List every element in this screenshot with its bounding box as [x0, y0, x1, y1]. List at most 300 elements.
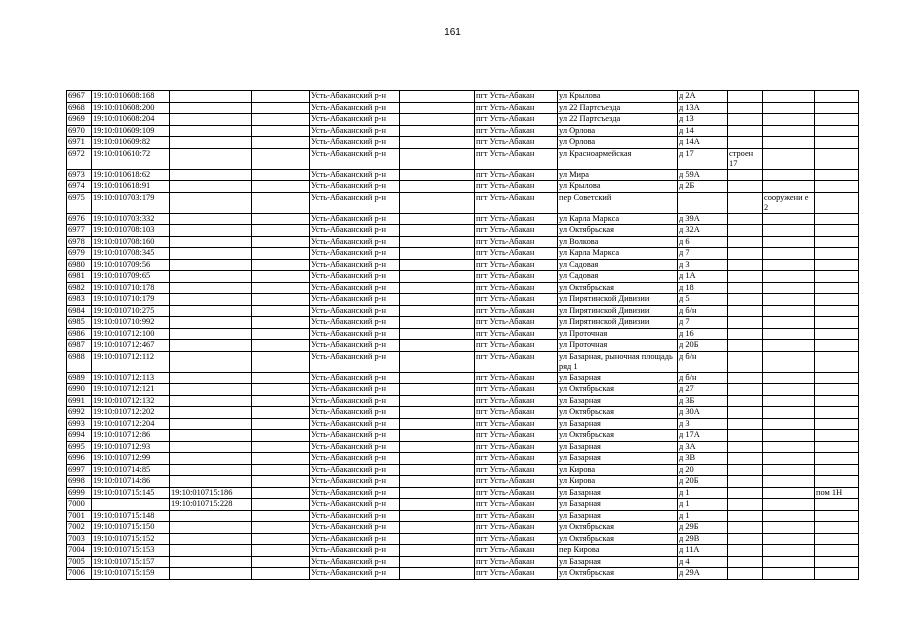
- col-4-cell: [252, 91, 310, 103]
- settlement-cell: пгт Усть-Абакан: [475, 476, 558, 488]
- table-row: [67, 317, 859, 329]
- cadastral-number-cell: 19:10:010712:100: [92, 328, 170, 340]
- col-4-cell: [252, 384, 310, 396]
- row-number-cell: 6979: [67, 248, 92, 260]
- cadastral-number-cell: 19:10:010608:204: [92, 114, 170, 126]
- row-number-cell: 6990: [67, 384, 92, 396]
- settlement-cell: пгт Усть-Абакан: [475, 305, 558, 317]
- col-6-cell: [400, 533, 475, 545]
- building-cell: [728, 294, 763, 306]
- building-cell: [728, 282, 763, 294]
- premises-cell: [815, 125, 859, 137]
- structure-cell: [763, 282, 815, 294]
- district-cell: Усть-Абаканский р-н: [310, 148, 400, 169]
- district-cell: Усть-Абаканский р-н: [310, 192, 400, 213]
- row-number-cell: 7006: [67, 568, 92, 580]
- street-cell: ул Садовая: [558, 259, 678, 271]
- prev-cadastral-number-cell: [170, 125, 252, 137]
- col-6-cell: [400, 236, 475, 248]
- street-cell: ул Пирятинской Дивизии: [558, 294, 678, 306]
- street-cell: ул Октябрьская: [558, 225, 678, 237]
- settlement-cell: пгт Усть-Абакан: [475, 351, 558, 372]
- row-number-cell: 6994: [67, 430, 92, 442]
- structure-cell: [763, 248, 815, 260]
- col-6-cell: [400, 102, 475, 114]
- premises-cell: [815, 533, 859, 545]
- house-cell: д 6: [678, 236, 728, 248]
- row-number-cell: 6975: [67, 192, 92, 213]
- prev-cadastral-number-cell: [170, 213, 252, 225]
- row-number-cell: 6995: [67, 441, 92, 453]
- house-cell: д б/н: [678, 372, 728, 384]
- building-cell: [728, 192, 763, 213]
- cadastral-number-cell: 19:10:010710:179: [92, 294, 170, 306]
- premises-cell: [815, 102, 859, 114]
- building-cell: [728, 476, 763, 488]
- building-cell: [728, 91, 763, 103]
- prev-cadastral-number-cell: [170, 430, 252, 442]
- settlement-cell: пгт Усть-Абакан: [475, 137, 558, 149]
- row-number-cell: 7002: [67, 522, 92, 534]
- settlement-cell: пгт Усть-Абакан: [475, 169, 558, 181]
- table-row: [67, 91, 859, 103]
- district-cell: Усть-Абаканский р-н: [310, 225, 400, 237]
- structure-cell: [763, 418, 815, 430]
- district-cell: Усть-Абаканский р-н: [310, 181, 400, 193]
- district-cell: Усть-Абаканский р-н: [310, 395, 400, 407]
- col-6-cell: [400, 137, 475, 149]
- cadastral-number-cell: 19:10:010610:72: [92, 148, 170, 169]
- col-4-cell: [252, 418, 310, 430]
- structure-cell: [763, 522, 815, 534]
- premises-cell: [815, 384, 859, 396]
- structure-cell: [763, 340, 815, 352]
- prev-cadastral-number-cell: [170, 305, 252, 317]
- street-cell: ул 22 Партсъезда: [558, 102, 678, 114]
- row-number-cell: 7003: [67, 533, 92, 545]
- cadastral-number-cell: 19:10:010715:150: [92, 522, 170, 534]
- prev-cadastral-number-cell: [170, 372, 252, 384]
- settlement-cell: пгт Усть-Абакан: [475, 407, 558, 419]
- street-cell: ул Октябрьская: [558, 568, 678, 580]
- district-cell: Усть-Абаканский р-н: [310, 384, 400, 396]
- row-number-cell: 6973: [67, 169, 92, 181]
- house-cell: д 59А: [678, 169, 728, 181]
- table-row: [67, 282, 859, 294]
- col-4-cell: [252, 568, 310, 580]
- table-row: [67, 418, 859, 430]
- col-4-cell: [252, 328, 310, 340]
- building-cell: [728, 556, 763, 568]
- table-row: [67, 395, 859, 407]
- structure-cell: [763, 271, 815, 283]
- cadastral-number-cell: 19:10:010710:275: [92, 305, 170, 317]
- house-cell: д 11А: [678, 545, 728, 557]
- row-number-cell: 7000: [67, 499, 92, 511]
- house-cell: д 4: [678, 556, 728, 568]
- col-4-cell: [252, 430, 310, 442]
- premises-cell: пом 1Н: [815, 487, 859, 499]
- prev-cadastral-number-cell: [170, 148, 252, 169]
- table-row: [67, 102, 859, 114]
- structure-cell: [763, 510, 815, 522]
- col-4-cell: [252, 213, 310, 225]
- col-6-cell: [400, 282, 475, 294]
- structure-cell: [763, 102, 815, 114]
- cadastral-number-cell: 19:10:010708:345: [92, 248, 170, 260]
- settlement-cell: пгт Усть-Абакан: [475, 91, 558, 103]
- district-cell: Усть-Абаканский р-н: [310, 441, 400, 453]
- street-cell: ул Карла Маркса: [558, 248, 678, 260]
- premises-cell: [815, 499, 859, 511]
- col-4-cell: [252, 441, 310, 453]
- table-row: [67, 464, 859, 476]
- prev-cadastral-number-cell: [170, 137, 252, 149]
- house-cell: д 29А: [678, 568, 728, 580]
- col-4-cell: [252, 510, 310, 522]
- prev-cadastral-number-cell: [170, 556, 252, 568]
- structure-cell: [763, 568, 815, 580]
- street-cell: ул Карла Маркса: [558, 213, 678, 225]
- premises-cell: [815, 305, 859, 317]
- district-cell: Усть-Абаканский р-н: [310, 282, 400, 294]
- table-row: [67, 522, 859, 534]
- prev-cadastral-number-cell: [170, 192, 252, 213]
- settlement-cell: пгт Усть-Абакан: [475, 545, 558, 557]
- row-number-cell: 7005: [67, 556, 92, 568]
- street-cell: ул Красноармейская: [558, 148, 678, 169]
- col-4-cell: [252, 294, 310, 306]
- structure-cell: [763, 351, 815, 372]
- settlement-cell: пгт Усть-Абакан: [475, 522, 558, 534]
- structure-cell: [763, 169, 815, 181]
- building-cell: [728, 545, 763, 557]
- district-cell: Усть-Абаканский р-н: [310, 522, 400, 534]
- building-cell: [728, 181, 763, 193]
- cadastral-number-cell: 19:10:010712:204: [92, 418, 170, 430]
- building-cell: [728, 430, 763, 442]
- house-cell: д 5: [678, 294, 728, 306]
- structure-cell: [763, 181, 815, 193]
- col-4-cell: [252, 499, 310, 511]
- table-row: [67, 271, 859, 283]
- col-6-cell: [400, 487, 475, 499]
- structure-cell: [763, 137, 815, 149]
- district-cell: Усть-Абаканский р-н: [310, 351, 400, 372]
- district-cell: Усть-Абаканский р-н: [310, 372, 400, 384]
- house-cell: д 18: [678, 282, 728, 294]
- row-number-cell: 6993: [67, 418, 92, 430]
- prev-cadastral-number-cell: [170, 464, 252, 476]
- settlement-cell: пгт Усть-Абакан: [475, 213, 558, 225]
- house-cell: д 7: [678, 248, 728, 260]
- cadastral-number-cell: 19:10:010715:159: [92, 568, 170, 580]
- prev-cadastral-number-cell: [170, 453, 252, 465]
- building-cell: [728, 102, 763, 114]
- col-6-cell: [400, 294, 475, 306]
- row-number-cell: 6998: [67, 476, 92, 488]
- district-cell: Усть-Абаканский р-н: [310, 556, 400, 568]
- street-cell: ул Базарная: [558, 499, 678, 511]
- col-6-cell: [400, 125, 475, 137]
- building-cell: [728, 418, 763, 430]
- building-cell: строен 17: [728, 148, 763, 169]
- street-cell: ул Базарная: [558, 556, 678, 568]
- cadastral-number-cell: 19:10:010710:178: [92, 282, 170, 294]
- prev-cadastral-number-cell: [170, 407, 252, 419]
- street-cell: ул Орлова: [558, 125, 678, 137]
- premises-cell: [815, 192, 859, 213]
- street-cell: ул Базарная: [558, 372, 678, 384]
- building-cell: [728, 305, 763, 317]
- prev-cadastral-number-cell: [170, 522, 252, 534]
- row-number-cell: 6992: [67, 407, 92, 419]
- col-4-cell: [252, 476, 310, 488]
- district-cell: Усть-Абаканский р-н: [310, 453, 400, 465]
- table-row: [67, 192, 859, 213]
- register-table: [66, 90, 859, 580]
- settlement-cell: пгт Усть-Абакан: [475, 192, 558, 213]
- table-row: [67, 545, 859, 557]
- structure-cell: [763, 384, 815, 396]
- building-cell: [728, 499, 763, 511]
- table-row: [67, 499, 859, 511]
- building-cell: [728, 372, 763, 384]
- building-cell: [728, 213, 763, 225]
- district-cell: Усть-Абаканский р-н: [310, 340, 400, 352]
- cadastral-number-cell: 19:10:010712:121: [92, 384, 170, 396]
- district-cell: Усть-Абаканский р-н: [310, 305, 400, 317]
- district-cell: Усть-Абаканский р-н: [310, 476, 400, 488]
- prev-cadastral-number-cell: [170, 351, 252, 372]
- street-cell: ул Проточная: [558, 328, 678, 340]
- street-cell: ул Мира: [558, 169, 678, 181]
- table-row: [67, 351, 859, 372]
- col-4-cell: [252, 148, 310, 169]
- house-cell: д 30А: [678, 407, 728, 419]
- building-cell: [728, 259, 763, 271]
- col-4-cell: [252, 169, 310, 181]
- col-6-cell: [400, 169, 475, 181]
- settlement-cell: пгт Усть-Абакан: [475, 556, 558, 568]
- col-6-cell: [400, 476, 475, 488]
- street-cell: ул Базарная: [558, 510, 678, 522]
- col-6-cell: [400, 372, 475, 384]
- district-cell: Усть-Абаканский р-н: [310, 407, 400, 419]
- col-6-cell: [400, 328, 475, 340]
- house-cell: д б/н: [678, 351, 728, 372]
- structure-cell: [763, 317, 815, 329]
- house-cell: д 14: [678, 125, 728, 137]
- premises-cell: [815, 137, 859, 149]
- row-number-cell: 6972: [67, 148, 92, 169]
- building-cell: [728, 169, 763, 181]
- table-row: [67, 248, 859, 260]
- structure-cell: [763, 545, 815, 557]
- prev-cadastral-number-cell: [170, 545, 252, 557]
- building-cell: [728, 125, 763, 137]
- building-cell: [728, 533, 763, 545]
- street-cell: ул Крылова: [558, 91, 678, 103]
- row-number-cell: 6982: [67, 282, 92, 294]
- house-cell: д 27: [678, 384, 728, 396]
- district-cell: Усть-Абаканский р-н: [310, 102, 400, 114]
- table-row: [67, 407, 859, 419]
- street-cell: ул Кирова: [558, 476, 678, 488]
- district-cell: Усть-Абаканский р-н: [310, 137, 400, 149]
- settlement-cell: пгт Усть-Абакан: [475, 181, 558, 193]
- cadastral-number-cell: 19:10:010712:112: [92, 351, 170, 372]
- col-6-cell: [400, 91, 475, 103]
- structure-cell: [763, 213, 815, 225]
- building-cell: [728, 248, 763, 260]
- premises-cell: [815, 114, 859, 126]
- settlement-cell: пгт Усть-Абакан: [475, 430, 558, 442]
- col-6-cell: [400, 499, 475, 511]
- settlement-cell: пгт Усть-Абакан: [475, 294, 558, 306]
- row-number-cell: 6970: [67, 125, 92, 137]
- structure-cell: [763, 407, 815, 419]
- district-cell: Усть-Абаканский р-н: [310, 545, 400, 557]
- col-6-cell: [400, 259, 475, 271]
- street-cell: ул Базарная: [558, 418, 678, 430]
- building-cell: [728, 351, 763, 372]
- col-4-cell: [252, 372, 310, 384]
- table-row: [67, 328, 859, 340]
- street-cell: ул 22 Партсъезда: [558, 114, 678, 126]
- premises-cell: [815, 351, 859, 372]
- house-cell: д 13: [678, 114, 728, 126]
- house-cell: д 20Б: [678, 340, 728, 352]
- street-cell: ул Базарная: [558, 487, 678, 499]
- house-cell: д 13А: [678, 102, 728, 114]
- street-cell: ул Пирятинской Дивизии: [558, 305, 678, 317]
- premises-cell: [815, 340, 859, 352]
- premises-cell: [815, 510, 859, 522]
- cadastral-number-cell: 19:10:010715:152: [92, 533, 170, 545]
- street-cell: ул Пирятинской Дивизии: [558, 317, 678, 329]
- house-cell: д 1: [678, 510, 728, 522]
- street-cell: ул Кирова: [558, 464, 678, 476]
- settlement-cell: пгт Усть-Абакан: [475, 225, 558, 237]
- cadastral-number-cell: 19:10:010714:86: [92, 476, 170, 488]
- premises-cell: [815, 522, 859, 534]
- row-number-cell: 6987: [67, 340, 92, 352]
- col-4-cell: [252, 317, 310, 329]
- structure-cell: [763, 453, 815, 465]
- street-cell: ул Крылова: [558, 181, 678, 193]
- table-row: [67, 137, 859, 149]
- building-cell: [728, 328, 763, 340]
- prev-cadastral-number-cell: [170, 441, 252, 453]
- house-cell: д 32А: [678, 225, 728, 237]
- prev-cadastral-number-cell: [170, 476, 252, 488]
- table-row: [67, 181, 859, 193]
- col-4-cell: [252, 340, 310, 352]
- table-row: [67, 533, 859, 545]
- street-cell: ул Октябрьская: [558, 533, 678, 545]
- district-cell: Усть-Абаканский р-н: [310, 510, 400, 522]
- structure-cell: [763, 114, 815, 126]
- cadastral-number-cell: [92, 499, 170, 511]
- district-cell: Усть-Абаканский р-н: [310, 259, 400, 271]
- col-4-cell: [252, 556, 310, 568]
- house-cell: д 29В: [678, 533, 728, 545]
- cadastral-number-cell: 19:10:010609:109: [92, 125, 170, 137]
- street-cell: ул Октябрьская: [558, 384, 678, 396]
- row-number-cell: 6984: [67, 305, 92, 317]
- prev-cadastral-number-cell: [170, 282, 252, 294]
- col-6-cell: [400, 271, 475, 283]
- prev-cadastral-number-cell: [170, 259, 252, 271]
- col-4-cell: [252, 395, 310, 407]
- building-cell: [728, 522, 763, 534]
- district-cell: Усть-Абаканский р-н: [310, 236, 400, 248]
- prev-cadastral-number-cell: [170, 533, 252, 545]
- col-4-cell: [252, 282, 310, 294]
- cadastral-number-cell: 19:10:010710:992: [92, 317, 170, 329]
- table-row: [67, 148, 859, 169]
- row-number-cell: 6971: [67, 137, 92, 149]
- street-cell: пер Советский: [558, 192, 678, 213]
- house-cell: д 2А: [678, 91, 728, 103]
- col-6-cell: [400, 556, 475, 568]
- street-cell: пер Кирова: [558, 545, 678, 557]
- col-4-cell: [252, 225, 310, 237]
- col-6-cell: [400, 418, 475, 430]
- col-6-cell: [400, 213, 475, 225]
- premises-cell: [815, 372, 859, 384]
- settlement-cell: пгт Усть-Абакан: [475, 317, 558, 329]
- col-4-cell: [252, 114, 310, 126]
- row-number-cell: 6974: [67, 181, 92, 193]
- col-6-cell: [400, 430, 475, 442]
- settlement-cell: пгт Усть-Абакан: [475, 533, 558, 545]
- col-4-cell: [252, 453, 310, 465]
- table-row: [67, 510, 859, 522]
- district-cell: Усть-Абаканский р-н: [310, 125, 400, 137]
- building-cell: [728, 487, 763, 499]
- cadastral-number-cell: 19:10:010703:332: [92, 213, 170, 225]
- table-row: [67, 294, 859, 306]
- cadastral-number-cell: 19:10:010715:153: [92, 545, 170, 557]
- district-cell: Усть-Абаканский р-н: [310, 213, 400, 225]
- structure-cell: [763, 430, 815, 442]
- col-6-cell: [400, 510, 475, 522]
- col-6-cell: [400, 441, 475, 453]
- prev-cadastral-number-cell: 19:10:010715:228: [170, 499, 252, 511]
- prev-cadastral-number-cell: [170, 328, 252, 340]
- col-6-cell: [400, 522, 475, 534]
- cadastral-number-cell: 19:10:010714:85: [92, 464, 170, 476]
- settlement-cell: пгт Усть-Абакан: [475, 418, 558, 430]
- table-row: [67, 441, 859, 453]
- cadastral-number-cell: 19:10:010709:65: [92, 271, 170, 283]
- col-4-cell: [252, 181, 310, 193]
- structure-cell: [763, 305, 815, 317]
- district-cell: Усть-Абаканский р-н: [310, 114, 400, 126]
- settlement-cell: пгт Усть-Абакан: [475, 372, 558, 384]
- settlement-cell: пгт Усть-Абакан: [475, 259, 558, 271]
- house-cell: д 1: [678, 487, 728, 499]
- table-row: [67, 305, 859, 317]
- col-4-cell: [252, 137, 310, 149]
- premises-cell: [815, 453, 859, 465]
- row-number-cell: 6980: [67, 259, 92, 271]
- register-body: [67, 91, 859, 580]
- page-number: 161: [444, 27, 461, 38]
- premises-cell: [815, 169, 859, 181]
